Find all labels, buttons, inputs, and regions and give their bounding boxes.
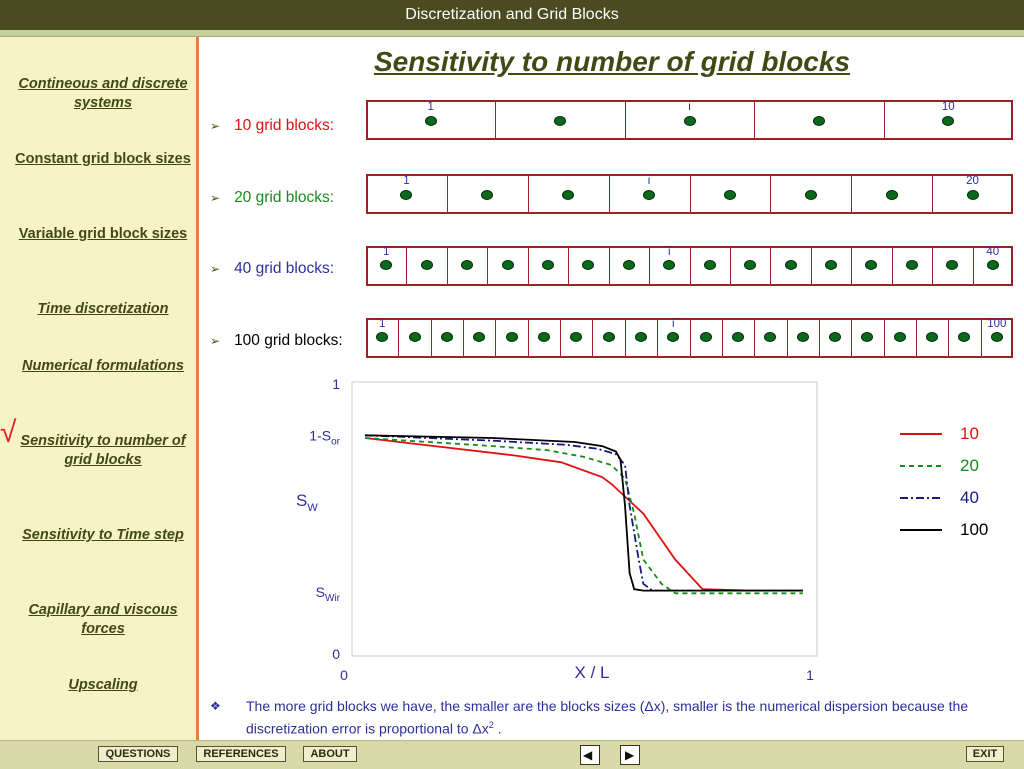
grid-node-dot <box>886 190 898 200</box>
grid-node-dot <box>987 260 999 270</box>
sidebar-item-constant-grid-block-sizes[interactable]: Constant grid block sizes <box>15 151 191 167</box>
legend-entry-10 <box>896 420 1006 450</box>
grid-block-divider <box>730 246 731 286</box>
window-title: Discretization and Grid Blocks <box>405 6 619 23</box>
sidebar-item-variable-grid-block-sizes[interactable]: Variable grid block sizes <box>18 226 188 242</box>
sidebar-item-contineous-discrete[interactable]: Contineous and discrete systems <box>18 76 188 111</box>
legend-entry-40 <box>896 484 1006 514</box>
references-button[interactable]: REFERENCES <box>196 746 286 762</box>
y-axis-label-sub: W <box>307 502 318 514</box>
arrow-bullet-icon: ➢ <box>210 191 221 205</box>
title-bar <box>0 0 1024 30</box>
grid-block-divider <box>770 174 771 214</box>
grid-index-label: 1 <box>427 101 434 113</box>
y-tick-label: 0 <box>332 646 340 662</box>
grid-node-dot <box>421 260 433 270</box>
legend-label: 40 <box>960 488 979 507</box>
arrow-bullet-icon: ➢ <box>210 334 221 348</box>
bottom-nav-bar <box>0 740 1024 769</box>
header-stripe <box>0 30 1024 37</box>
diamond-bullet-icon: ❖ <box>210 699 221 713</box>
questions-button[interactable]: QUESTIONS <box>98 746 178 762</box>
grid-block-divider <box>916 318 917 358</box>
grid-node-dot <box>991 332 1003 342</box>
grid-block-divider <box>447 174 448 214</box>
grid-block-divider <box>892 246 893 286</box>
grid-block-divider <box>495 100 496 140</box>
sidebar-item-time-discretization[interactable]: Time discretization <box>37 301 169 317</box>
grid-block-divider <box>884 318 885 358</box>
grid-index-label: 10 <box>941 101 955 113</box>
grid-block-divider <box>690 318 691 358</box>
next-slide-button[interactable] <box>620 745 640 765</box>
grid-node-dot <box>906 260 918 270</box>
y-axis-label <box>296 491 318 514</box>
slide-title: Sensitivity to number of grid blocks <box>373 46 851 77</box>
grid-block-divider <box>819 318 820 358</box>
current-section-check-icon: √ <box>0 416 17 449</box>
grid-node-dot <box>409 332 421 342</box>
grid-node-dot <box>797 332 809 342</box>
grid-block-divider <box>625 100 626 140</box>
grid-index-label: i <box>672 318 675 330</box>
row-label-text: 40 grid blocks: <box>234 260 335 277</box>
sidebar-item-sensitivity-time-step[interactable]: Sensitivity to Time step <box>22 527 184 543</box>
grid-block-divider <box>528 318 529 358</box>
arrow-bullet-icon: ➢ <box>210 262 221 276</box>
grid-node-dot <box>542 260 554 270</box>
sidebar-item-upscaling[interactable]: Upscaling <box>68 677 138 693</box>
legend-swatch <box>896 492 946 504</box>
grid-index-label: 1 <box>403 175 410 187</box>
row-label-text: 100 grid blocks: <box>234 332 343 349</box>
grid-block-divider <box>528 246 529 286</box>
grid-index-label: i <box>668 246 671 258</box>
y-tick-label: 1 <box>332 376 340 392</box>
grid-block-divider <box>447 246 448 286</box>
grid-node-dot <box>967 190 979 200</box>
legend-label: 20 <box>960 456 979 475</box>
grid-block-divider <box>948 318 949 358</box>
y-tick-labels <box>309 376 340 662</box>
row-label-10 <box>210 116 334 136</box>
legend-entry-100 <box>896 516 1006 546</box>
y-tick-label: $1-S_{or}$ <box>309 427 340 448</box>
grid-block-divider <box>690 174 691 214</box>
grid-node-dot <box>894 332 906 342</box>
grid-block-divider <box>657 318 658 358</box>
bullet-superscript: 2 <box>488 720 494 730</box>
grid-block-divider <box>884 100 885 140</box>
plot-area <box>352 382 817 656</box>
grid-index-label: 1 <box>383 246 390 258</box>
grid-index-label: 1 <box>378 318 386 330</box>
bullet-main-text: The more grid blocks we have, the smaller are the blocks sizes (Δx), smaller is the numerical dispersion because the discretization error is proportional to Δx <box>246 698 969 737</box>
grid-block-divider <box>973 246 974 286</box>
grid-block-divider <box>406 246 407 286</box>
grid-node-dot <box>785 260 797 270</box>
arrow-bullet-icon: ➢ <box>210 119 221 133</box>
legend-entry-20 <box>896 452 1006 482</box>
legend-label: 100 <box>960 520 989 539</box>
legend-swatch <box>896 524 946 536</box>
grid-node-dot <box>502 260 514 270</box>
y-axis-label-main: S <box>296 491 308 510</box>
grid-block-divider <box>609 246 610 286</box>
grid-node-dot <box>732 332 744 342</box>
grid-block-divider <box>981 318 982 358</box>
grid-node-dot <box>538 332 550 342</box>
row-label-20 <box>210 188 334 208</box>
grid-block-divider <box>463 318 464 358</box>
grid-block-divider <box>649 246 650 286</box>
row-label-text: 10 grid blocks: <box>234 117 335 134</box>
grid-node-dot <box>603 332 615 342</box>
triangle-right-icon: ▶ <box>625 748 635 762</box>
bullet-text <box>246 697 996 739</box>
grid-block-divider <box>487 246 488 286</box>
previous-slide-button[interactable] <box>580 745 600 765</box>
grid-block-divider <box>560 318 561 358</box>
grid-block-divider <box>431 318 432 358</box>
grid-node-dot <box>506 332 518 342</box>
legend-label: 10 <box>960 424 979 443</box>
x-tick-label: 0 <box>340 667 348 683</box>
grid-index-label: i <box>688 101 691 113</box>
row-label-40 <box>210 259 334 279</box>
grid-index-label: 20 <box>966 175 979 187</box>
grid-node-dot <box>700 332 712 342</box>
grid-index-label: 100 <box>987 318 1007 330</box>
chart-legend <box>896 420 1006 545</box>
bullet-suffix: . <box>493 720 502 737</box>
grid-row-20 <box>366 174 1013 214</box>
grid-node-dot <box>441 332 453 342</box>
grid-node-dot <box>643 190 655 200</box>
grid-index-label: 40 <box>986 246 1000 258</box>
grid-block-divider <box>787 318 788 358</box>
x-axis-label: X / L <box>574 663 610 682</box>
grid-row-100 <box>366 318 1013 358</box>
grid-node-dot <box>813 116 825 126</box>
sidebar-item-numerical-formulations[interactable]: Numerical formulations <box>22 358 184 374</box>
grid-block-divider <box>592 318 593 358</box>
grid-block-divider <box>625 318 626 358</box>
grid-block-divider <box>851 246 852 286</box>
grid-block-divider <box>851 174 852 214</box>
triangle-left-icon: ◀ <box>583 748 593 762</box>
grid-block-divider <box>770 246 771 286</box>
legend-swatch <box>896 460 946 472</box>
grid-index-label: i <box>647 175 651 187</box>
grid-block-divider <box>754 318 755 358</box>
grid-block-divider <box>851 318 852 358</box>
grid-block-divider <box>690 246 691 286</box>
grid-block-divider <box>609 174 610 214</box>
grid-row-10 <box>366 100 1013 140</box>
about-button[interactable]: ABOUT <box>303 746 357 762</box>
grid-block-divider <box>722 318 723 358</box>
grid-node-dot <box>425 116 437 126</box>
grid-block-divider <box>811 246 812 286</box>
grid-node-dot <box>704 260 716 270</box>
grid-block-divider <box>398 318 399 358</box>
grid-node-dot <box>724 190 736 200</box>
grid-block-divider <box>932 246 933 286</box>
exit-button[interactable]: EXIT <box>966 746 1004 762</box>
sidebar-item-capillary-viscous[interactable]: Capillary and viscous forces <box>28 602 178 637</box>
grid-block-divider <box>932 174 933 214</box>
grid-node-dot <box>825 260 837 270</box>
x-tick-label: 1 <box>806 667 814 683</box>
grid-block-divider <box>528 174 529 214</box>
grid-block-divider <box>495 318 496 358</box>
sidebar-item-sensitivity-grid-blocks[interactable]: Sensitivity to number of grid blocks <box>20 433 186 468</box>
row-label-100 <box>210 331 343 351</box>
grid-node-dot <box>623 260 635 270</box>
grid-node-dot <box>829 332 841 342</box>
grid-block-divider <box>568 246 569 286</box>
grid-node-dot <box>461 260 473 270</box>
row-label-text: 20 grid blocks: <box>234 189 335 206</box>
sidebar <box>0 37 199 740</box>
grid-block-divider <box>754 100 755 140</box>
saturation-profile-chart <box>290 372 850 690</box>
legend-swatch <box>896 428 946 440</box>
y-tick-label: $S_{Wir}$ <box>315 583 340 604</box>
grid-node-dot <box>554 116 566 126</box>
grid-node-dot <box>805 190 817 200</box>
grid-row-40 <box>366 246 1013 286</box>
grid-node-dot <box>684 116 696 126</box>
grid-node-dot <box>635 332 647 342</box>
